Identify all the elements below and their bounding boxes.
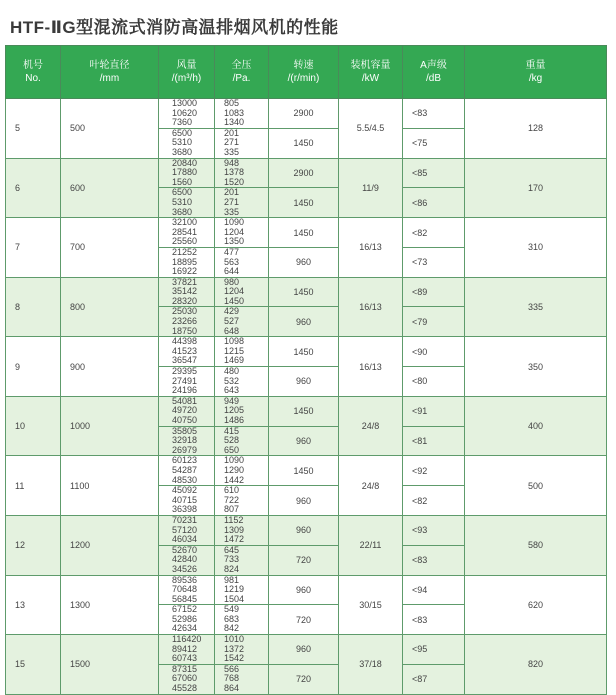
noise-level-cell: <89 [403,277,465,307]
table-row [6,158,607,188]
header-speed: 转速 /(r/min) [269,46,339,99]
air-flow-value: 45092 [172,485,198,496]
model-number-cell: 6 [6,158,61,218]
model-number-cell: 11 [6,456,61,516]
installed-power-cell: 11/9 [339,158,403,218]
air-flow-value: 32918 [172,435,198,446]
total-pressure-cell [215,635,269,665]
total-pressure-value: 1090 [224,455,245,466]
total-pressure-cell [215,545,269,575]
air-flow-cell [159,486,215,516]
impeller-diameter-cell: 700 [61,218,159,278]
total-pressure-value: 1472 [224,534,245,545]
table-row [6,575,607,605]
air-flow-value: 41523 [172,345,198,356]
air-flow-value: 52670 [172,544,198,555]
total-pressure-value: 527 [224,316,240,327]
total-pressure-value: 335 [224,146,240,157]
fan-model-group [6,158,607,218]
table-row [6,218,607,248]
speed-cell: 1450 [269,188,339,218]
air-flow-value: 32100 [172,217,198,228]
total-pressure-value: 610 [224,485,240,496]
model-number-cell: 12 [6,515,61,575]
air-flow-value: 7360 [172,117,193,128]
air-flow-value: 67060 [172,673,198,684]
air-flow-value: 56845 [172,593,198,604]
total-pressure-value: 415 [224,425,240,436]
air-flow-value: 42634 [172,623,198,634]
installed-power-cell: 22/11 [339,515,403,575]
air-flow-value: 6500 [172,127,193,138]
speed-cell: 960 [269,247,339,277]
fan-model-group [6,337,607,397]
installed-power-cell: 16/13 [339,337,403,397]
air-flow-value: 67152 [172,604,198,615]
air-flow-value: 36398 [172,504,198,515]
header-noise-level: A声级 /dB [403,46,465,99]
total-pressure-value: 645 [224,544,240,555]
air-flow-cell [159,128,215,158]
air-flow-value: 16922 [172,266,198,277]
total-pressure-value: 1204 [224,226,245,237]
air-flow-value: 28541 [172,226,198,237]
fan-model-group [6,456,607,516]
total-pressure-value: 271 [224,196,240,207]
air-flow-cell [159,515,215,545]
total-pressure-cell [215,158,269,188]
model-number-cell: 9 [6,337,61,397]
table-row [6,99,607,129]
installed-power-cell: 16/13 [339,218,403,278]
total-pressure-value: 1090 [224,217,245,228]
total-pressure-value: 1205 [224,405,245,416]
installed-power-cell: 24/8 [339,456,403,516]
total-pressure-cell [215,426,269,456]
fan-model-group [6,277,607,337]
speed-cell: 1450 [269,396,339,426]
total-pressure-value: 532 [224,375,240,386]
air-flow-cell [159,664,215,694]
noise-level-cell: <83 [403,545,465,575]
total-pressure-cell [215,396,269,426]
total-pressure-value: 1372 [224,643,245,654]
total-pressure-value: 643 [224,385,240,396]
total-pressure-value: 335 [224,206,240,217]
air-flow-value: 89412 [172,643,198,654]
impeller-diameter-cell: 900 [61,337,159,397]
air-flow-cell [159,99,215,129]
air-flow-value: 6500 [172,187,193,198]
total-pressure-value: 549 [224,604,240,615]
air-flow-cell [159,635,215,665]
air-flow-value: 25030 [172,306,198,317]
air-flow-value: 40715 [172,494,198,505]
air-flow-value: 48530 [172,474,198,485]
air-flow-value: 20840 [172,157,198,168]
total-pressure-value: 1520 [224,176,245,187]
total-pressure-value: 948 [224,157,240,168]
air-flow-cell [159,188,215,218]
installed-power-cell: 37/18 [339,635,403,695]
total-pressure-cell [215,337,269,367]
weight-cell: 580 [465,515,607,575]
air-flow-value: 5310 [172,196,193,207]
table-row [6,635,607,665]
total-pressure-value: 477 [224,246,240,257]
air-flow-value: 23266 [172,316,198,327]
header-total-pressure: 全压 /Pa. [215,46,269,99]
air-flow-value: 70231 [172,514,198,525]
total-pressure-value: 201 [224,187,240,198]
weight-cell: 820 [465,635,607,695]
total-pressure-value: 1010 [224,634,245,645]
air-flow-value: 5310 [172,137,193,148]
air-flow-value: 28320 [172,295,198,306]
model-number-cell: 13 [6,575,61,635]
table-row [6,515,607,545]
noise-level-cell: <83 [403,605,465,635]
total-pressure-value: 807 [224,504,240,515]
weight-cell: 350 [465,337,607,397]
total-pressure-value: 722 [224,494,240,505]
speed-cell: 2900 [269,99,339,129]
model-number-cell: 5 [6,99,61,159]
total-pressure-value: 1215 [224,345,245,356]
air-flow-value: 17880 [172,167,198,178]
model-number-cell: 8 [6,277,61,337]
air-flow-value: 40750 [172,415,198,425]
speed-cell: 960 [269,575,339,605]
total-pressure-value: 1442 [224,474,245,485]
speed-cell: 1450 [269,128,339,158]
air-flow-value: 42840 [172,554,198,565]
air-flow-value: 26979 [172,444,198,455]
impeller-diameter-cell: 600 [61,158,159,218]
noise-level-cell: <87 [403,664,465,694]
total-pressure-value: 1450 [224,295,245,306]
speed-cell: 960 [269,367,339,397]
total-pressure-cell [215,486,269,516]
air-flow-cell [159,218,215,248]
air-flow-value: 25560 [172,236,198,247]
total-pressure-cell [215,664,269,694]
total-pressure-cell [215,605,269,635]
total-pressure-cell [215,99,269,129]
noise-level-cell: <94 [403,575,465,605]
air-flow-value: 49720 [172,405,198,416]
air-flow-value: 87315 [172,663,198,674]
total-pressure-value: 683 [224,613,240,624]
speed-cell: 1450 [269,456,339,486]
noise-level-cell: <73 [403,247,465,277]
weight-cell: 500 [465,456,607,516]
total-pressure-cell [215,456,269,486]
noise-level-cell: <90 [403,337,465,367]
air-flow-cell [159,307,215,337]
air-flow-cell [159,575,215,605]
total-pressure-value: 480 [224,366,240,377]
speed-cell: 720 [269,545,339,575]
total-pressure-value: 644 [224,266,240,277]
air-flow-cell [159,605,215,635]
installed-power-cell: 24/8 [339,396,403,456]
air-flow-value: 116420 [172,634,202,645]
header-weight: 重量 /kg [465,46,607,99]
noise-level-cell: <86 [403,188,465,218]
air-flow-cell [159,367,215,397]
air-flow-cell [159,545,215,575]
total-pressure-value: 1340 [224,117,245,128]
air-flow-value: 18750 [172,325,198,336]
noise-level-cell: <83 [403,99,465,129]
air-flow-cell [159,396,215,426]
air-flow-value: 44398 [172,336,198,347]
impeller-diameter-cell: 1300 [61,575,159,635]
speed-cell: 960 [269,635,339,665]
total-pressure-value: 768 [224,673,240,684]
fan-model-group [6,515,607,575]
noise-level-cell: <81 [403,426,465,456]
air-flow-value: 57120 [172,524,198,535]
total-pressure-cell [215,575,269,605]
air-flow-cell [159,247,215,277]
total-pressure-cell [215,277,269,307]
speed-cell: 960 [269,426,339,456]
fan-model-group [6,575,607,635]
model-number-cell: 7 [6,218,61,278]
total-pressure-value: 1290 [224,464,245,475]
total-pressure-value: 1486 [224,415,245,425]
air-flow-value: 60743 [172,653,198,664]
noise-level-cell: <95 [403,635,465,665]
header-model: 机号 No. [6,46,61,99]
total-pressure-value: 650 [224,444,240,455]
air-flow-cell [159,158,215,188]
total-pressure-value: 1469 [224,355,245,366]
air-flow-value: 52986 [172,613,198,624]
impeller-diameter-cell: 800 [61,277,159,337]
speed-cell: 960 [269,515,339,545]
air-flow-value: 35142 [172,286,198,297]
total-pressure-value: 864 [224,683,240,694]
page-title: HTF-ⅡG型混流式消防高温排烟风机的性能 [10,18,339,37]
total-pressure-value: 1204 [224,286,245,297]
total-pressure-value: 805 [224,98,240,108]
impeller-diameter-cell: 500 [61,99,159,159]
speed-cell: 1450 [269,337,339,367]
total-pressure-value: 201 [224,127,240,138]
speed-cell: 960 [269,486,339,516]
air-flow-value: 21252 [172,246,198,257]
total-pressure-cell [215,188,269,218]
total-pressure-cell [215,247,269,277]
total-pressure-value: 1219 [224,584,245,595]
total-pressure-value: 566 [224,663,240,674]
noise-level-cell: <93 [403,515,465,545]
fan-model-group [6,635,607,695]
total-pressure-value: 271 [224,137,240,148]
fan-model-group [6,396,607,456]
noise-level-cell: <79 [403,307,465,337]
air-flow-value: 46034 [172,534,198,545]
noise-level-cell: <80 [403,367,465,397]
speed-cell: 1450 [269,277,339,307]
impeller-diameter-cell: 1000 [61,396,159,456]
air-flow-cell [159,277,215,307]
weight-cell: 335 [465,277,607,337]
air-flow-value: 10620 [172,107,198,118]
total-pressure-value: 1309 [224,524,245,535]
total-pressure-value: 429 [224,306,240,317]
total-pressure-value: 563 [224,256,240,267]
table-row [6,277,607,307]
total-pressure-value: 1378 [224,167,245,178]
total-pressure-value: 1542 [224,653,245,664]
header-air-flow: 风量 /(m³/h) [159,46,215,99]
performance-table [5,45,607,695]
speed-cell: 720 [269,605,339,635]
air-flow-value: 35805 [172,425,198,436]
fan-model-group [6,218,607,278]
speed-cell: 960 [269,307,339,337]
total-pressure-cell [215,307,269,337]
air-flow-cell [159,456,215,486]
noise-level-cell: <82 [403,486,465,516]
total-pressure-value: 1504 [224,593,245,604]
air-flow-value: 29395 [172,366,198,377]
noise-level-cell: <82 [403,218,465,248]
air-flow-cell [159,426,215,456]
speed-cell: 1450 [269,218,339,248]
air-flow-value: 70648 [172,584,198,595]
header-row [6,46,607,99]
table-row [6,396,607,426]
air-flow-value: 89536 [172,574,198,585]
total-pressure-value: 1350 [224,236,245,247]
total-pressure-cell [215,367,269,397]
weight-cell: 170 [465,158,607,218]
impeller-diameter-cell: 1500 [61,635,159,695]
total-pressure-value: 1098 [224,336,245,347]
air-flow-value: 13000 [172,98,198,108]
speed-cell: 720 [269,664,339,694]
total-pressure-cell [215,218,269,248]
model-number-cell: 10 [6,396,61,456]
weight-cell: 620 [465,575,607,635]
air-flow-value: 37821 [172,276,198,287]
noise-level-cell: <91 [403,396,465,426]
weight-cell: 310 [465,218,607,278]
air-flow-value: 1560 [172,176,193,187]
noise-level-cell: <92 [403,456,465,486]
total-pressure-cell [215,515,269,545]
installed-power-cell: 5.5/4.5 [339,99,403,159]
air-flow-value: 18895 [172,256,198,267]
air-flow-value: 60123 [172,455,198,466]
total-pressure-value: 1083 [224,107,245,118]
air-flow-value: 3680 [172,146,193,157]
impeller-diameter-cell: 1100 [61,456,159,516]
air-flow-value: 24196 [172,385,198,396]
total-pressure-value: 824 [224,563,240,574]
fan-model-group [6,99,607,159]
air-flow-value: 45528 [172,683,198,694]
impeller-diameter-cell: 1200 [61,515,159,575]
air-flow-value: 54287 [172,464,198,475]
header-impeller-diameter: 叶轮直径 /mm [61,46,159,99]
air-flow-value: 3680 [172,206,193,217]
air-flow-value: 34526 [172,563,198,574]
air-flow-value: 27491 [172,375,198,386]
header-installed-power: 装机容量 /kW [339,46,403,99]
weight-cell: 128 [465,99,607,159]
total-pressure-value: 528 [224,435,240,446]
total-pressure-value: 648 [224,325,240,336]
total-pressure-value: 949 [224,395,240,406]
installed-power-cell: 16/13 [339,277,403,337]
installed-power-cell: 30/15 [339,575,403,635]
total-pressure-value: 980 [224,276,240,287]
air-flow-cell [159,337,215,367]
noise-level-cell: <85 [403,158,465,188]
total-pressure-value: 733 [224,554,240,565]
model-number-cell: 15 [6,635,61,695]
total-pressure-value: 842 [224,623,240,634]
total-pressure-cell [215,128,269,158]
total-pressure-value: 981 [224,574,240,585]
table-row [6,337,607,367]
total-pressure-value: 1152 [224,514,244,525]
noise-level-cell: <75 [403,128,465,158]
air-flow-value: 36547 [172,355,198,366]
table-row [6,456,607,486]
weight-cell: 400 [465,396,607,456]
speed-cell: 2900 [269,158,339,188]
air-flow-value: 54081 [172,395,198,406]
